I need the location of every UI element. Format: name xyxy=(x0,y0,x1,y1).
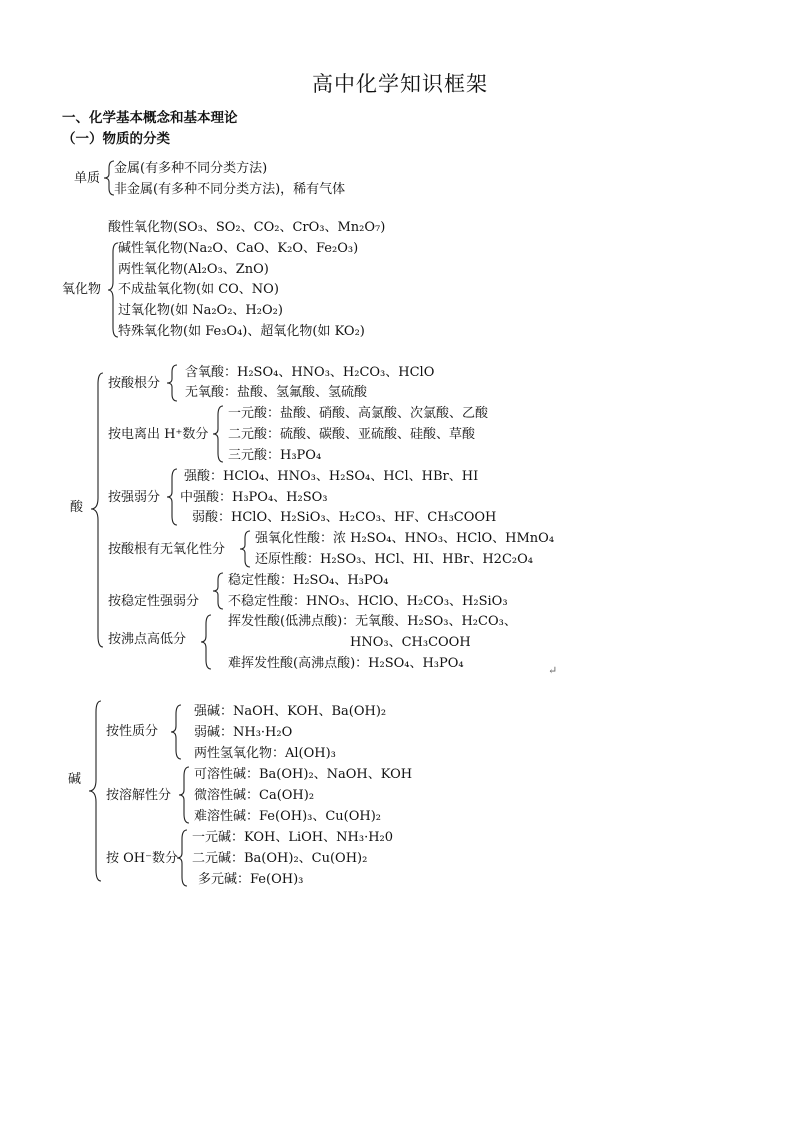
danzhi-item: 金属(有多种不同分类方法) xyxy=(114,161,268,176)
base-brace xyxy=(88,700,102,882)
danzhi-label: 单质 xyxy=(74,171,101,186)
oxide-item: 酸性氧化物(SO₃、SO₂、CO₂、CrO₃、Mn₂O₇) xyxy=(108,220,386,235)
acid-brace xyxy=(90,372,104,648)
acid-item: 弱酸：HClO、H₂SiO₃、H₂CO₃、HF、CH₃COOH xyxy=(192,510,497,525)
oxide-item: 过氧化物(如 Na₂O₂、H₂O₂) xyxy=(118,303,283,318)
base-item: 难溶性碱：Fe(OH)₃、Cu(OH)₂ xyxy=(194,809,382,824)
paragraph-mark: ↵ xyxy=(548,664,558,677)
acid-item: HNO₃、CH₃COOH xyxy=(350,635,471,650)
acid-group-brace xyxy=(212,572,224,610)
oxide-label: 氧化物 xyxy=(62,282,102,297)
acid-group-brace xyxy=(239,530,251,568)
base-item: 可溶性碱：Ba(OH)₂、NaOH、KOH xyxy=(194,767,413,782)
section-heading: 一、化学基本概念和基本理论 xyxy=(62,110,238,126)
base-item: 两性氢氧化物：Al(OH)₃ xyxy=(194,746,336,761)
acid-item: 挥发性酸(低沸点酸)：无氧酸、H₂SO₃、H₂CO₃、 xyxy=(228,614,517,629)
acid-label: 酸 xyxy=(70,500,84,515)
base-group-brace xyxy=(176,829,188,887)
base-item: 多元碱：Fe(OH)₃ xyxy=(198,872,304,887)
subsection-heading: （一）物质的分类 xyxy=(62,131,170,147)
acid-item: 不稳定性酸：HNO₃、HClO、H₂CO₃、H₂SiO₃ xyxy=(228,594,508,609)
acid-item: 稳定性酸：H₂SO₄、H₃PO₄ xyxy=(228,573,389,588)
base-group-label: 按性质分 xyxy=(106,724,159,739)
acid-item: 强氧化性酸：浓 H₂SO₄、HNO₃、HClO、HMnO₄ xyxy=(255,531,555,546)
oxide-item: 不成盐氧化物(如 CO、NO) xyxy=(118,282,279,297)
acid-item: 二元酸：硫酸、碳酸、亚硫酸、硅酸、草酸 xyxy=(228,427,476,442)
oxide-item: 两性氧化物(Al₂O₃、ZnO) xyxy=(118,262,269,277)
acid-group-label: 按酸根有无氧化性分 xyxy=(108,542,226,557)
oxide-item: 特殊氧化物(如 Fe₃O₄)、超氧化物(如 KO₂) xyxy=(118,324,365,339)
acid-group-brace xyxy=(200,614,212,670)
acid-item: 含氧酸：H₂SO₄、HNO₃、H₂CO₃、HClO xyxy=(185,365,435,380)
base-group-label: 按 OH⁻数分 xyxy=(106,851,178,866)
oxide-item: 碱性氧化物(Na₂O、CaO、K₂O、Fe₂O₃) xyxy=(118,241,359,256)
acid-item: 强酸：HClO₄、HNO₃、H₂SO₄、HCl、HBr、HI xyxy=(184,469,479,484)
base-item: 二元碱：Ba(OH)₂、Cu(OH)₂ xyxy=(192,851,368,866)
acid-item: 一元酸：盐酸、硝酸、高氯酸、次氯酸、乙酸 xyxy=(228,406,489,421)
base-group-brace xyxy=(178,766,190,824)
danzhi-item: 非金属(有多种不同分类方法)，稀有气体 xyxy=(114,182,346,197)
base-item: 弱碱：NH₃·H₂O xyxy=(194,725,293,740)
acid-item: 中强酸：H₃PO₄、H₂SO₃ xyxy=(180,490,328,505)
acid-item: 无氧酸：盐酸、氢氟酸、氢硫酸 xyxy=(185,385,368,400)
acid-group-brace xyxy=(166,364,178,402)
base-group-brace xyxy=(170,704,182,760)
base-group-label: 按溶解性分 xyxy=(106,788,172,803)
acid-item: 还原性酸：H₂SO₃、HCl、HI、HBr、H2C₂O₄ xyxy=(255,552,533,567)
acid-item: 三元酸：H₃PO₄ xyxy=(228,448,322,463)
base-label: 碱 xyxy=(68,772,82,787)
acid-group-label: 按沸点高低分 xyxy=(108,632,187,647)
base-item: 强碱：NaOH、KOH、Ba(OH)₂ xyxy=(194,704,387,719)
page-title: 高中化学知识框架 xyxy=(312,72,488,96)
base-item: 微溶性碱：Ca(OH)₂ xyxy=(194,788,315,803)
acid-group-brace xyxy=(212,405,224,463)
acid-group-label: 按强弱分 xyxy=(108,490,161,505)
acid-group-brace xyxy=(166,468,178,526)
acid-group-label: 按稳定性强弱分 xyxy=(108,594,200,609)
acid-group-label: 按电离出 H⁺数分 xyxy=(108,427,209,442)
acid-group-label: 按酸根分 xyxy=(108,376,161,391)
base-item: 一元碱：KOH、LiOH、NH₃·H₂0 xyxy=(192,830,394,845)
acid-item: 难挥发性酸(高沸点酸)：H₂SO₄、H₃PO₄ xyxy=(228,656,464,671)
